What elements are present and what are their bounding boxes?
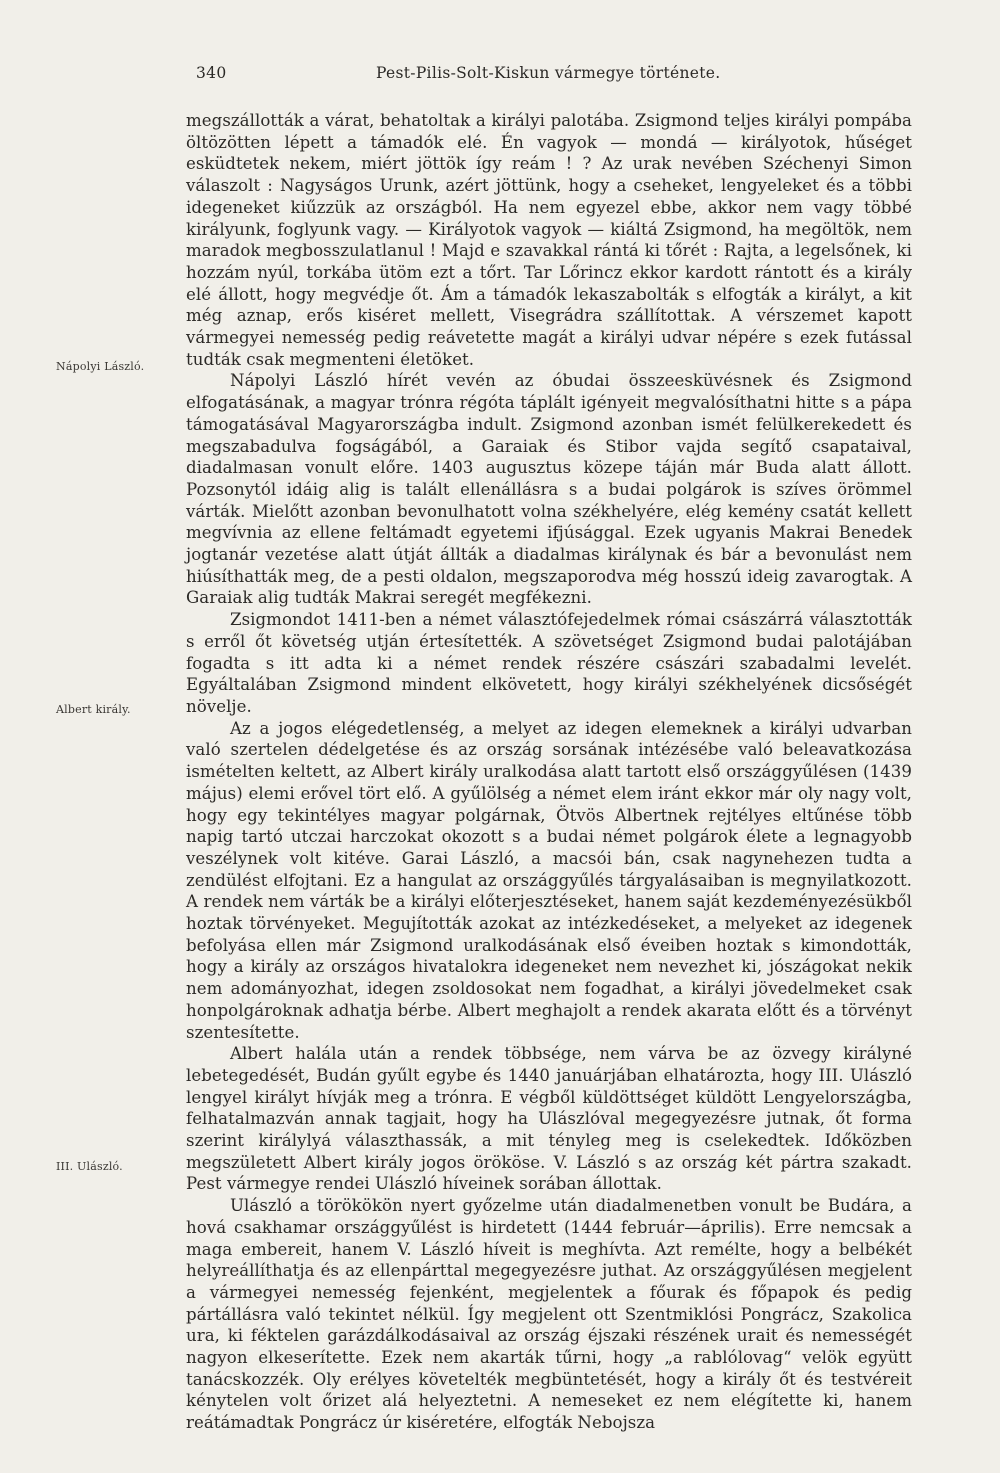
paragraph: Nápolyi László hírét vevén az óbudai összeesküvésnek és Zsigmond elfogatásának, a magyar trónra régóta táplált igényeit megvalósíthatni hitte s a pápa támogatásával Magyarországba indult. Zsigmond azonban ismét felülkerekedett és megszabadulva fogságából, a Garaiak és Stibor vajda segítő csapataival, diadalmasan vonult előre. 1403 augusztus közepe táján már Buda alatt állott. Pozsonytól idáig alig is talált ellenállásra s a budai polgárok is szíves örömmel várták. Mielőtt azonban bevonulhatott volna székhelyére, elég kemény csatát kellett megvívnia az ellene feltámadt egyetemi ifjúsággal. Ezek ugyanis Makrai Benedek jogtanár vezetése alatt útját állták a diadalmas királynak és bár a bevonulást nem hiúsíthatták meg, de a pesti oldalon, megszaporodva még hosszú ideig zavarogtak. A Garaiak alig tudták Makrai seregét megfékezni. [186, 371, 912, 608]
marginal-note-napolyi: Nápolyi László. [56, 360, 145, 373]
paragraph: Albert halála után a rendek többsége, nem várva be az özvegy királyné lebetegedését, Budán gyűlt egybe és 1440 januárjában elhatározta, hogy III. Ulászló lengyel királyt hívják meg a trónra. E végből küldöttséget küldött Lengyelországba, felhatalmazván annak tagjait, hogy ha Ulászlóval megegyezésre jutnak, őt forma szerint királylyá választhassák, a mit tényleg meg is cselekedtek. Időközben megszületett Albert király jogos örököse. V. László s az ország két pártra szakadt. Pest vármegye rendei Ulászló híveinek sorában állottak. [186, 1044, 912, 1194]
marginal-note-ulaszlo: III. Ulászló. [56, 1160, 123, 1173]
paragraph: Az a jogos elégedetlenség, a melyet az idegen elemeknek a királyi udvarban való szertelen dédelgetése és az ország sorsának intézésébe való beleavatkozása ismételten keltett, az Albert király uralkodása alatt tartott első országgyűlésen (1439 május) elemi erővel tört elő. A gyűlölség a német elem iránt ekkor már oly nagy volt, hogy egy tekintélyes magyar polgárnak, Ötvös Albertnek rejtélyes eltűnése több napig tartó utczai harczokat okozott s a budai német polgárok élete a legnagyobb veszélynek volt kitéve. Garai László, a macsói bán, csak nagynehezen tudta a zendülést elfojtani. Ez a hangulat az országgyűlés tárgyalásaiban is megnyilatkozott. A rendek nem várták be a királyi előterjesztéseket, hanem saját kezdeményezésükből hoztak törvényeket. Megujították azokat az intézkedéseket, a melyeket az idegenek befolyása ellen már Zsigmond uralkodásának első éveiben hoztak s kimondották, hogy a király az országos hivatalokra idegeneket nem nevezhet ki, jószágokat nekik nem adományozhat, idegen zsoldosokat nem fogadhat, a királyi jövedelmeket csak honpolgároknak adhatja bérbe. Albert meghajolt a rendek akarata előtt és a törvényt szentesítette. [186, 718, 912, 1042]
paragraph: Zsigmondot 1411-ben a német választófejedelmek római császárrá választották s erről őt követség utján értesítették. A szövetséget Zsigmond budai palotájában fogadta s itt adta ki a német rendek részére császári szabadalmi levelét. Egyáltalában Zsigmond mindent elkövetett, hogy királyi székhelyének dicsőségét növelje. [186, 610, 912, 716]
paragraph: megszállották a várat, behatoltak a királyi palotába. Zsigmond teljes királyi pompába öltözötten lépett a támadók elé. Én vagyok — mondá — királyotok, hűséget esküdtetek nekem, miért jöttök így reám ! ? Az urak nevében Széchenyi Simon válaszolt : Nagyságos Urunk, azért jöttünk, hogy a cseheket, lengyeleket és a többi idegeneket kiűzzük az országból. Ha nem egyezel ebbe, akkor nem vagy többé királyunk, foglyunk vagy. — Királyotok vagyok — kiáltá Zsigmond, ha megöltök, nem maradok megbosszulatlanul ! Majd e szavakkal rántá ki tőrét : Rajta, a legelsőnek, ki hozzám nyúl, torkába ütöm ezt a tőrt. Tar Lőrincz ekkor kardott rántott és a király elé állott, hogy megvédje őt. Ám a támadók lekaszabolták s elfogták a királyt, a kit még aznap, erős kiséret mellett, Visegrádra szállítottak. A vérszemet kapott vármegyei nemesség pedig reávetette magát a királyi udvar népére s ezek futással tudták csak megmenteni életöket. [186, 111, 912, 369]
running-title: Pest-Pilis-Solt-Kiskun vármegye története. [376, 64, 721, 82]
page-number: 340 [196, 64, 227, 82]
body-text [186, 110, 912, 1434]
page-header [196, 64, 912, 86]
paragraph: Ulászló a törökökön nyert győzelme után diadalmenetben vonult be Budára, a hová csakhamar országgyűlést is hirdetett (1444 február—április). Erre nemcsak a maga embereit, hanem V. László híveit is meghívta. Azt remélte, hogy a belbékét helyreállíthatja és az ellenpárttal megegyezésre juthat. Az országgyűlésen megjelent a vármegyei nemesség fejenként, megjelentek a főurak és főpapok és pedig pártállásra való tekintet nélkül. Így megjelent ott Szentmiklósi Pongrácz, Szakolica ura, ki féktelen garázdálkodásaival az ország éjszaki részének urait és nemességét nagyon elkeserítette. Ezek nem akarták tűrni, hogy „a rablólovag“ velök együtt tanácskozzék. Oly erélyes követelték megbüntetését, hogy a király őt és testvéreit kénytelen volt őrizet alá helyeztetni. A nemeseket ez nem elégítette ki, hanem reátámadtak Pongrácz úr kiséretére, elfogták Nebojsza [186, 1196, 912, 1433]
marginal-note-albert: Albert király. [56, 703, 131, 716]
